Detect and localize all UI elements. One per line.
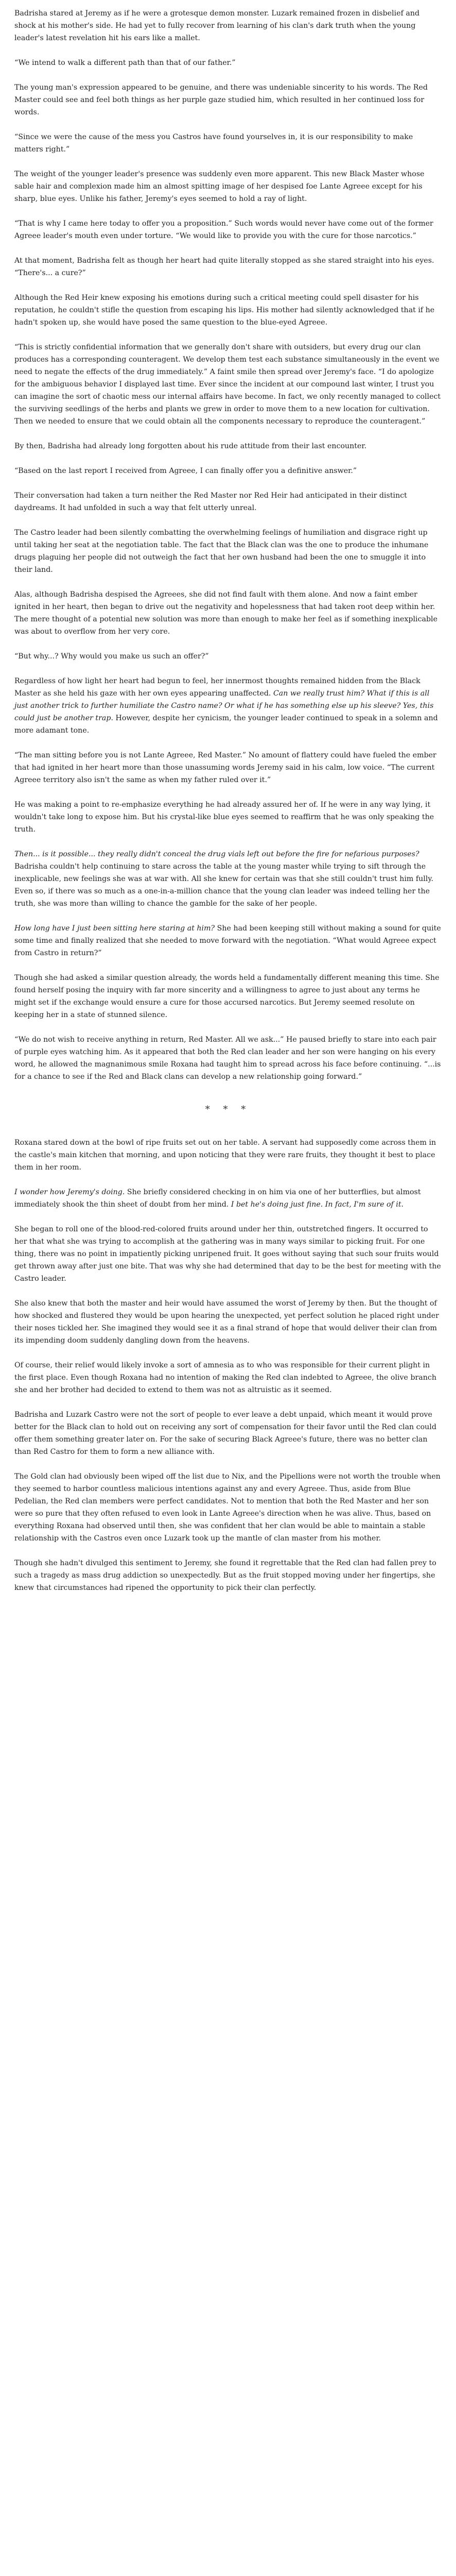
paragraph: “That is why I came here today to offer you a proposition.” Such words would never have come out of the former Agreee leader's mouth even under torture. “We would like to provide you with the cure for those narcotics.”	[14, 219, 433, 240]
paragraph-text: She had been keeping still without making a sound for quite some time and finally realized that she needed to move forward with the negotiation. “What would Agreee expect from Castro in return?”	[14, 924, 441, 957]
paragraph-text: Regardless of how light her heart had begun to feel, her innermost thoughts remained hidden from the Black Master as she held his gaze with her own eyes appearing unaffected.	[14, 677, 420, 698]
paragraph: “But why...? Why would you make us such an offer?”	[14, 652, 209, 660]
paragraph: Their conversation had taken a turn neither the Red Master nor Red Heir had anticipated in their distinct daydreams. It had unfolded in such a way that felt utterly unreal.	[14, 492, 407, 512]
paragraph-text: She briefly considered checking in on him via one of her butterflies, but almost immediately shook the thin sheet of doubt from her mind.	[14, 1188, 421, 1209]
paragraph: At that moment, Badrisha felt as though her heart had quite literally stopped as she stared straight into his eyes. “There's... a cure?”	[14, 257, 434, 277]
paragraph-text: Badrisha couldn't help continuing to stare across the table at the young master while trying to sift through the inexplicable, new feelings she was at war with. All she knew for certain was that she still couldn't trust him fully. Even so, if there was so much as a one-in-a-million chance that the young clan leader was indeed telling her the truth, she was more than willing to chance the gamble for the sake of her people.	[14, 862, 433, 908]
paragraph: Badrisha stared at Jeremy as if he were a grotesque demon monster. Luzark remained frozen in disbelief and shock at his mother's side. He had yet to fully recover from learning of his clan's dark truth when the young leader's latest revelation hit his ears like a mallet.	[14, 9, 420, 42]
paragraph: She also knew that both the master and heir would have assumed the worst of Jeremy by then. But the thought of how shocked and flustered they would be upon hearing the unexpected, yet perfect solution he placed right under their noses tickled her. She imagined they would see it as a final strand of hope that would deliver their clan from its impending doom suddenly dangling down from the heavens.	[14, 1299, 439, 1345]
paragraph: Though she hadn't divulged this sentiment to Jeremy, she found it regrettable that the Red clan had fallen prey to such a tragedy as mass drug addiction so unexpectedly. But as the fruit stopped moving under her fingertips, she knew that circumstances had ripened the opportunity to pick their clan perfectly.	[14, 1559, 436, 1592]
paragraph-text: However, despite her cynicism, the younger leader continued to speak in a solemn and more adamant tone.	[14, 714, 438, 735]
inner-thought: Then... is it possible... they really didn't conceal the drug vials left out before the fire for nefarious purposes?	[14, 850, 419, 858]
paragraph	[14, 848, 442, 910]
paragraph: “Since we were the cause of the mess you Castros have found yourselves in, it is our responsibility to make matters right.”	[14, 133, 413, 154]
paragraph: “We do not wish to receive anything in return, Red Master. All we ask...” He paused briefly to stare into each pair of purple eyes watching him. As it appeared that both the Red clan leader and her son were hanging on his every word, he allowed the magnanimous smile Roxana had taught him to spread across his face before continuing. “...is for a chance to see if the Red and Black clans can develop a new relationship going forward.”	[14, 1036, 441, 1081]
paragraph: Badrisha and Luzark Castro were not the sort of people to ever leave a debt unpaid, which meant it would prove better for the Black clan to hold out on receiving any sort of compensation for their favor until the Red clan could offer them something greater later on. For the sake of securing Black Agreee's future, there was no better clan than Red Castro for them to form a new alliance with.	[14, 1411, 436, 1456]
inner-thought: I bet he's doing just fine. In fact, I'm sure of it.	[231, 1200, 404, 1209]
paragraph: “We intend to walk a different path than that of our father.”	[14, 59, 236, 67]
paragraph: “This is strictly confidential information that we generally don't share with outsiders, but every drug our clan produces has a corresponding counteragent. We develop them test each substance simultaneously in the event we need to negate the effects of the drug immediately.” A faint smile then spread over Jeremy's face. “I do apologize for the ambiguous behavior I displayed last time. Ever since the incident at our compound last winter, I trust you can imagine the sort of chaotic mess our internal affairs have become. In fact, we only recently managed to collect the surviving seedlings of the herbs and plants we grew in order to move them to a new location for cultivation. Then we needed to ensure that we could obtain all the components necessary to reproduce the counteragent.”	[14, 343, 441, 426]
paragraph	[14, 1186, 442, 1211]
paragraph: Although the Red Heir knew exposing his emotions during such a critical meeting could spell disaster for his reputation, he couldn't stifle the question from escaping his lips. His mother had silently acknowledged that if he hadn't spoken up, she would have posed the same question to the blue-eyed Agreee.	[14, 294, 435, 327]
inner-thought: Can we really trust him? What if this is all just another trick to further humiliate the Castro name? Or what if he has something else up his sleeve? Yes, this could just be another trap.	[14, 689, 434, 722]
paragraph: She began to roll one of the blood-red-colored fruits around under her thin, outstretched fingers. It occurred to her that what she was trying to accomplish at the gathering was in many ways similar to picking fruit. For one thing, there was no point in impatiently picking unripened fruit. It goes without saying that such sour fruits would get thrown away after just one bite. That was why she had determined that day to be the best for meeting with the Castro leader.	[14, 1225, 441, 1283]
story-section-two	[14, 1137, 442, 1594]
paragraph: The Gold clan had obviously been wiped off the list due to Nix, and the Pipellions were not worth the trouble when they seemed to harbor countless malicious intentions against any and every Agreee. Thus, aside from Blue Pedelian, the Red clan members were perfect candidates. Not to mention that both the Red Master and her son were so pure that they often refused to even look in Lante Agreee's direction when he was alive. Thus, based on everything Roxana had observed until then, she was confident that her clan would be able to maintain a stable relationship with the Castros even once Luzark took up the mantle of clan master from his mother.	[14, 1472, 441, 1543]
paragraph: The weight of the younger leader's presence was suddenly even more apparent. This new Black Master whose sable hair and complexion made him an almost spitting image of her despised foe Lante Agreee except for his sharp, blue eyes. Unlike his father, Jeremy's eyes seemed to hold a ray of light.	[14, 170, 425, 203]
paragraph: The young man's expression appeared to be genuine, and there was undeniable sincerity to his words. The Red Master could see and feel both things as her purple gaze studied him, which resulted in her continued loss for words.	[14, 83, 428, 116]
paragraph: Of course, their relief would likely invoke a sort of amnesia as to who was responsible for their current plight in the first place. Even though Roxana had no intention of making the Red clan indebted to Agreee, the olive branch she and her brother had decided to extend to them was not as altruistic as it seemed.	[14, 1361, 436, 1394]
paragraph: Alas, although Badrisha despised the Agreees, she did not find fault with them alone. And now a faint ember ignited in her heart, then began to drive out the negativity and hopelessness that had taken root deep within her. The mere thought of a potential new solution was more than enough to make her feel as if something inexplicable was about to overflow from her very core.	[14, 590, 437, 636]
paragraph	[14, 922, 442, 959]
inner-thought: I wonder how Jeremy's doing.	[14, 1188, 125, 1196]
paragraph: By then, Badrisha had already long forgotten about his rude attitude from their last encounter.	[14, 442, 367, 450]
paragraph: He was making a point to re-emphasize everything he had already assured her of. If he were in any way lying, it wouldn't take long to expose him. But his crystal-like blue eyes seemed to reaffirm that he was only speaking the truth.	[14, 801, 434, 834]
paragraph: Roxana stared down at the bowl of ripe fruits set out on her table. A servant had supposedly come across them in the castle's main kitchen that morning, and upon noticing that they were rare fruits, they thought it best to place them in her room.	[14, 1139, 436, 1172]
paragraph: The Castro leader had been silently combatting the overwhelming feelings of humiliation and disgrace right up until taking her seat at the negotiation table. The fact that the Black clan was the one to produce the inhumane drugs plaguing her people did not outweigh the fact that her own husband had been the one to smuggle it into their land.	[14, 529, 429, 574]
story-section-one	[14, 7, 442, 1083]
paragraph: “The man sitting before you is not Lante Agreee, Red Master.” No amount of flattery could have fueled the ember that had ignited in her heart more than those unassuming words Jeremy said in his calm, low voice. “The current Agreee territory also isn't the same as when my father ruled over it.”	[14, 751, 436, 784]
inner-thought: How long have I just been sitting here staring at him?	[14, 924, 215, 933]
paragraph	[14, 675, 442, 737]
paragraph: Though she had asked a similar question already, the words held a fundamentally different meaning this time. She found herself posing the inquiry with far more sincerity and a willingness to agree to just about any terms he might set if the exchange would ensure a cure for those accursed narcotics. But Jeremy seemed resolute on keeping her in a state of stunned silence.	[14, 974, 440, 1019]
scene-break-divider: * * *	[205, 1104, 251, 1115]
paragraph: “Based on the last report I received from Agreee, I can finally offer you a definitive answer.”	[14, 467, 357, 475]
